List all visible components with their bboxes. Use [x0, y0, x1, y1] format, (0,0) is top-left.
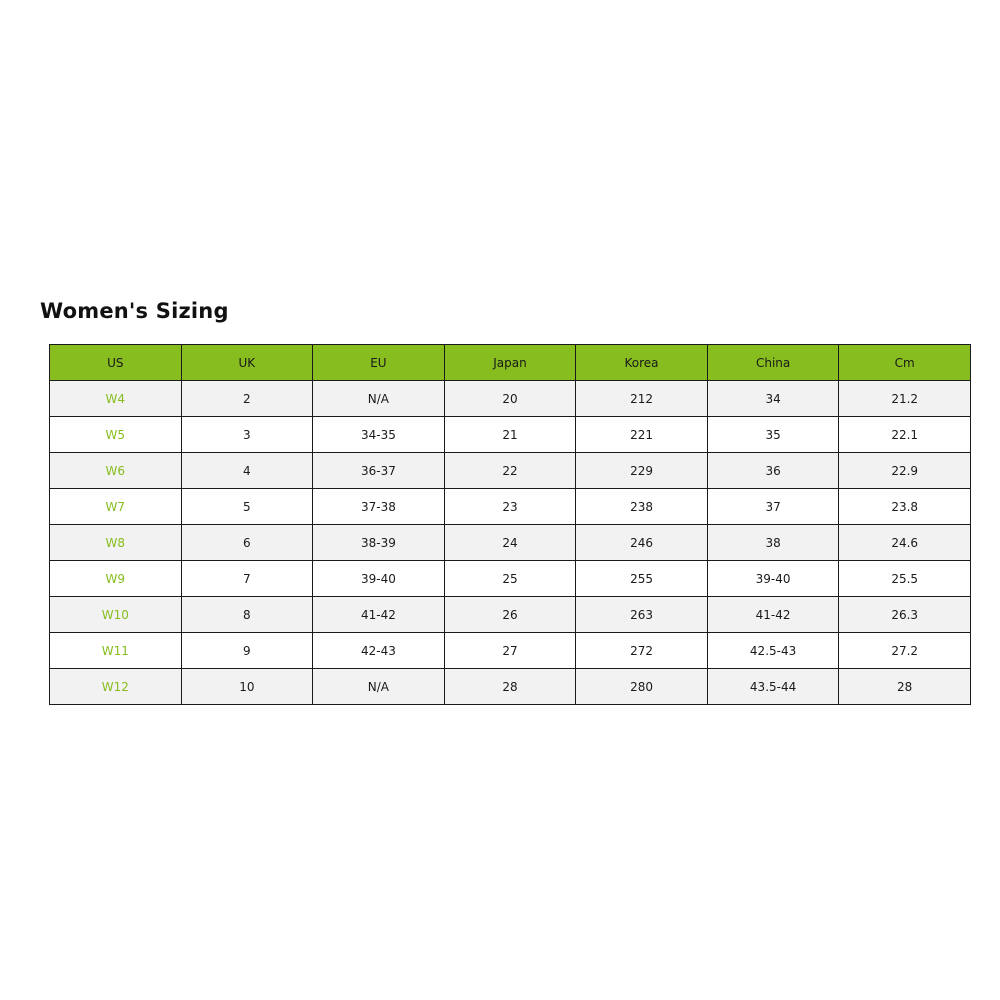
sizing-table	[49, 344, 971, 705]
page-title: Women's Sizing	[40, 299, 229, 323]
cell-uk: 5	[181, 489, 313, 525]
cell-eu: 34-35	[313, 417, 445, 453]
cell-uk: 7	[181, 561, 313, 597]
cell-uk: 10	[181, 669, 313, 705]
cell-uk: 6	[181, 525, 313, 561]
cell-cm: 25.5	[839, 561, 971, 597]
table-row	[50, 669, 971, 705]
cell-us: W10	[50, 597, 182, 633]
cell-japan: 25	[444, 561, 576, 597]
cell-korea: 238	[576, 489, 708, 525]
cell-korea: 212	[576, 381, 708, 417]
table-row	[50, 381, 971, 417]
column-header-us: US	[50, 345, 182, 381]
cell-uk: 2	[181, 381, 313, 417]
column-header-cm: Cm	[839, 345, 971, 381]
cell-eu: N/A	[313, 669, 445, 705]
cell-china: 34	[707, 381, 839, 417]
cell-japan: 21	[444, 417, 576, 453]
table-row	[50, 489, 971, 525]
cell-korea: 280	[576, 669, 708, 705]
cell-japan: 26	[444, 597, 576, 633]
cell-korea: 272	[576, 633, 708, 669]
cell-japan: 27	[444, 633, 576, 669]
column-header-japan: Japan	[444, 345, 576, 381]
column-header-china: China	[707, 345, 839, 381]
cell-eu: 38-39	[313, 525, 445, 561]
cell-cm: 22.1	[839, 417, 971, 453]
cell-uk: 8	[181, 597, 313, 633]
cell-china: 42.5-43	[707, 633, 839, 669]
cell-cm: 28	[839, 669, 971, 705]
cell-us: W8	[50, 525, 182, 561]
cell-cm: 27.2	[839, 633, 971, 669]
cell-cm: 26.3	[839, 597, 971, 633]
cell-japan: 24	[444, 525, 576, 561]
cell-japan: 20	[444, 381, 576, 417]
cell-china: 35	[707, 417, 839, 453]
cell-china: 43.5-44	[707, 669, 839, 705]
cell-china: 39-40	[707, 561, 839, 597]
cell-china: 37	[707, 489, 839, 525]
cell-cm: 23.8	[839, 489, 971, 525]
cell-china: 41-42	[707, 597, 839, 633]
cell-eu: 36-37	[313, 453, 445, 489]
cell-uk: 4	[181, 453, 313, 489]
cell-uk: 9	[181, 633, 313, 669]
cell-eu: N/A	[313, 381, 445, 417]
cell-korea: 229	[576, 453, 708, 489]
cell-cm: 22.9	[839, 453, 971, 489]
table-header-row	[50, 345, 971, 381]
cell-eu: 42-43	[313, 633, 445, 669]
table-row	[50, 633, 971, 669]
cell-japan: 28	[444, 669, 576, 705]
column-header-korea: Korea	[576, 345, 708, 381]
cell-eu: 39-40	[313, 561, 445, 597]
cell-china: 38	[707, 525, 839, 561]
column-header-eu: EU	[313, 345, 445, 381]
cell-eu: 41-42	[313, 597, 445, 633]
table-row	[50, 525, 971, 561]
cell-us: W12	[50, 669, 182, 705]
cell-us: W9	[50, 561, 182, 597]
cell-cm: 24.6	[839, 525, 971, 561]
cell-korea: 263	[576, 597, 708, 633]
cell-korea: 221	[576, 417, 708, 453]
cell-uk: 3	[181, 417, 313, 453]
cell-korea: 255	[576, 561, 708, 597]
cell-japan: 22	[444, 453, 576, 489]
cell-us: W4	[50, 381, 182, 417]
cell-eu: 37-38	[313, 489, 445, 525]
cell-korea: 246	[576, 525, 708, 561]
cell-cm: 21.2	[839, 381, 971, 417]
table-row	[50, 453, 971, 489]
cell-china: 36	[707, 453, 839, 489]
column-header-uk: UK	[181, 345, 313, 381]
table-body	[50, 381, 971, 705]
table-row	[50, 597, 971, 633]
cell-japan: 23	[444, 489, 576, 525]
cell-us: W11	[50, 633, 182, 669]
cell-us: W6	[50, 453, 182, 489]
table-row	[50, 417, 971, 453]
cell-us: W7	[50, 489, 182, 525]
table-row	[50, 561, 971, 597]
cell-us: W5	[50, 417, 182, 453]
